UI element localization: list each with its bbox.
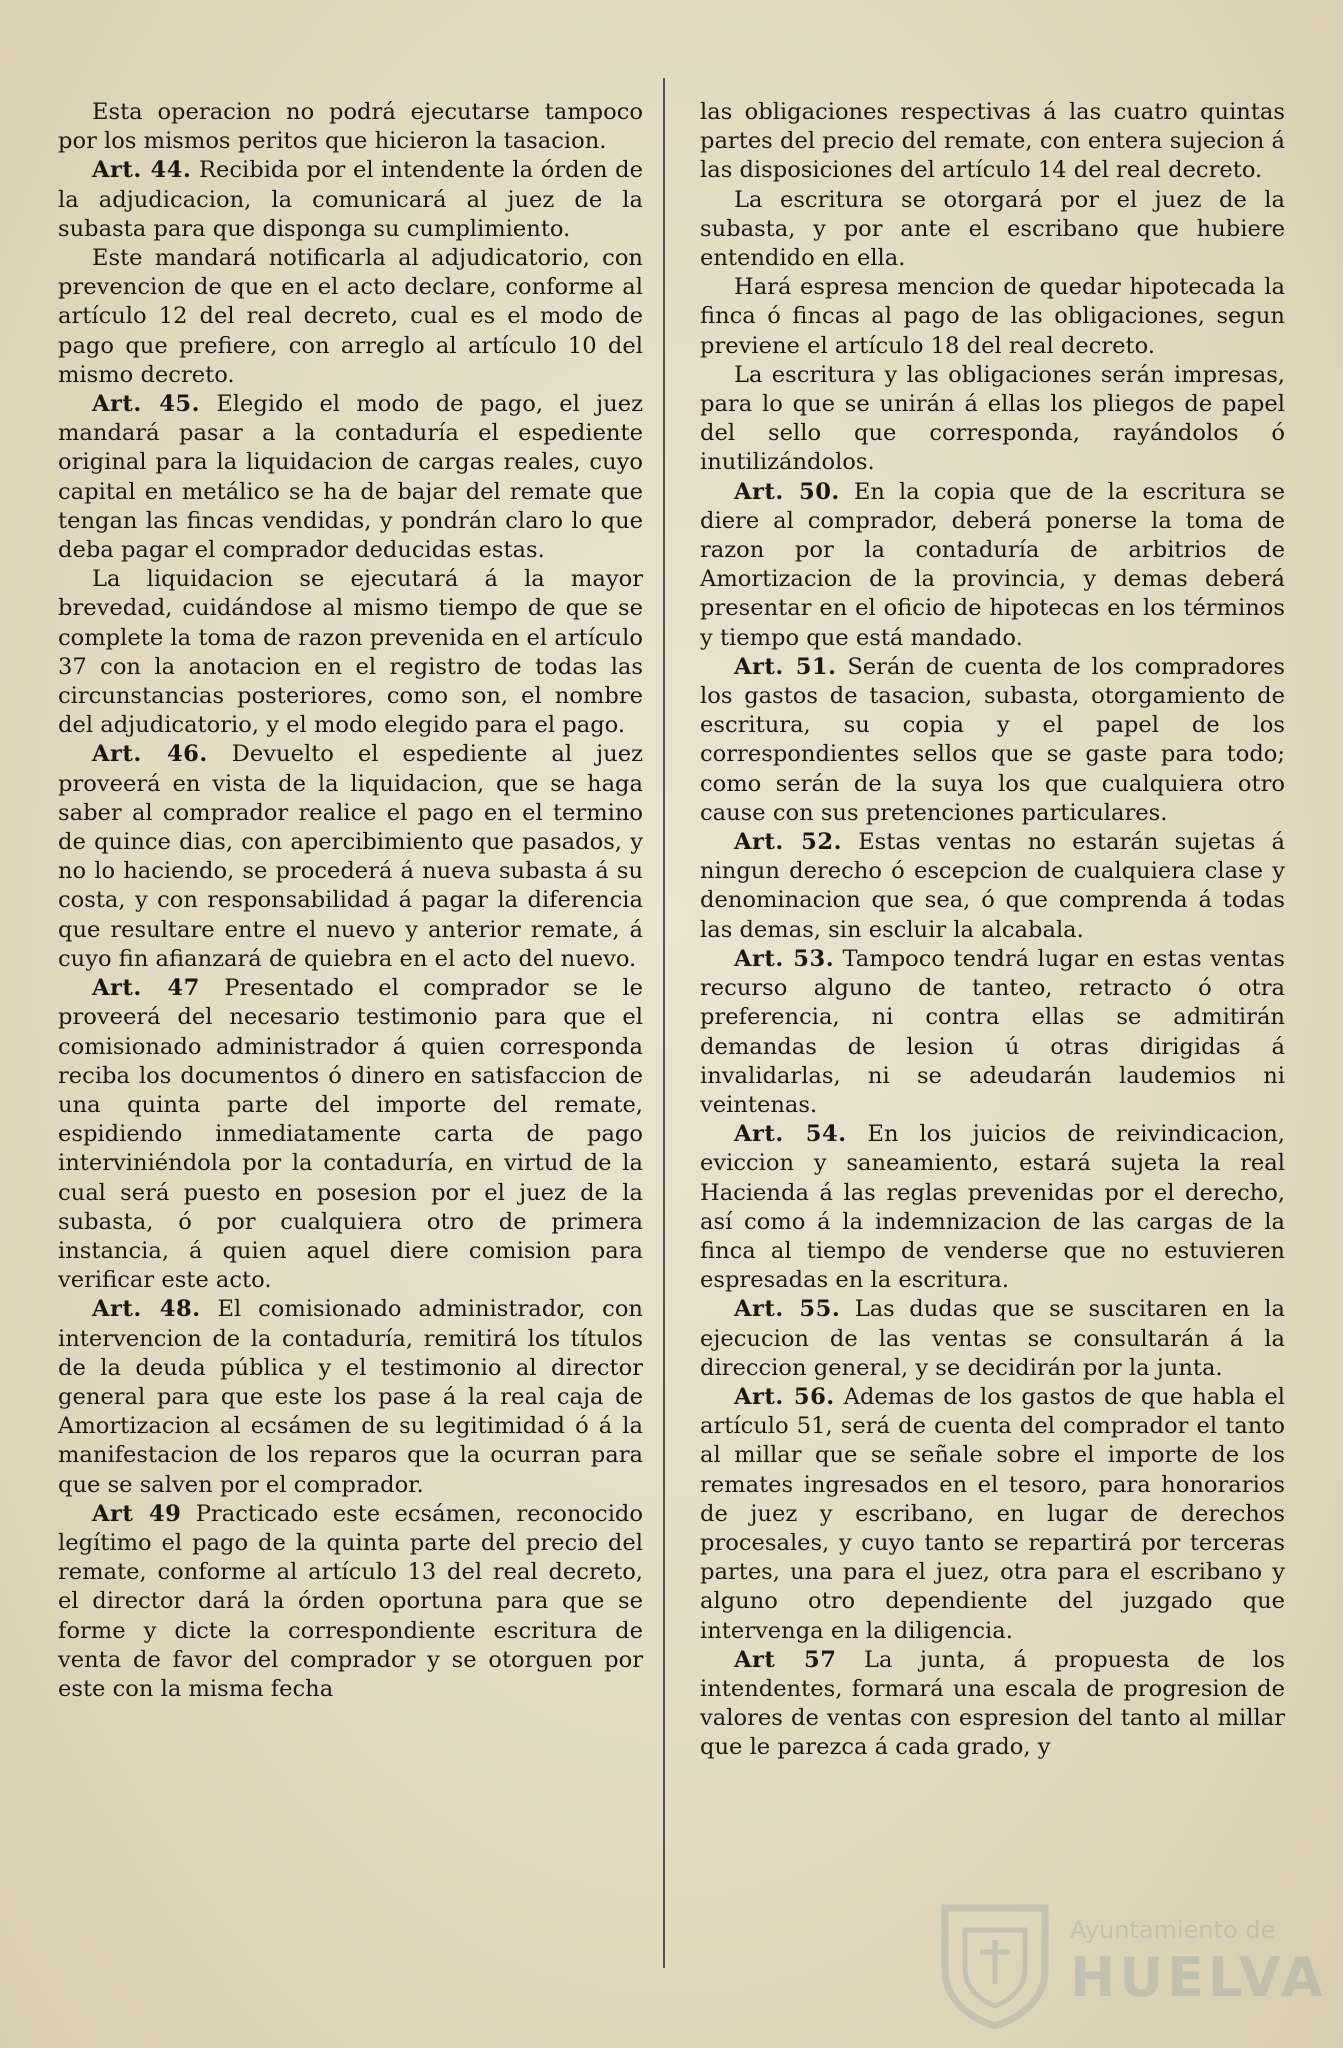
paragraph	[700, 186, 1285, 274]
paragraph-text: Presentado el comprador se le proveerá del necesario testimonio para que el comisionado administrador á quien corresponda reciba los documentos ó dinero en satisfaccion de una quinta parte del importe del remate, espidiendo inmediatamente carta de pago interviniéndola por la contaduría, en virtud de la cual será puesto en posesion por el juez de la subasta, ó por cualquiera otro de primera instancia, á quien aquel diere comision para verificar este acto.	[58, 975, 643, 1294]
paragraph-text: Devuelto el espediente al juez proveerá en vista de la liquidacion, que se haga saber al comprador realice el pago en el termino de quince dias, con apercibimiento que pasados, y no lo haciendo, se procederá á nueva subasta á su costa, y con responsabilidad á pagar la diferencia que resultare entre el nuevo y anterior remate, á cuyo fin afianzará de quiebra en el acto del nuevo.	[58, 741, 643, 972]
paragraph-text: Este mandará notificarla al adjudicatorio, con prevencion de que en el acto declare, conforme al artículo 12 del real decreto, cual es el modo de pago que prefiere, con arreglo al artículo 10 del mismo decreto.	[58, 245, 643, 388]
column-divider	[663, 78, 665, 1968]
article-label: Art. 50.	[734, 478, 840, 505]
watermark-bottom-text: HUELVA	[1070, 1946, 1327, 2009]
paragraph	[700, 1383, 1285, 1646]
left-column	[58, 98, 643, 1704]
paragraph-text: La escritura se otorgará por el juez de la subasta, y por ante el escribano que hubiere entendido en ella.	[700, 186, 1285, 272]
paragraph	[700, 828, 1285, 945]
paragraph	[700, 945, 1285, 1120]
article-label: Art. 53.	[734, 945, 835, 972]
paragraph	[700, 273, 1285, 361]
article-label: Art 57	[734, 1646, 837, 1673]
article-label: Art. 45.	[92, 391, 201, 418]
shield-icon	[935, 1900, 1055, 2030]
paragraph	[58, 740, 643, 974]
paragraph-text: La liquidacion se ejecutará á la mayor brevedad, cuidándose al mismo tiempo de que se complete la toma de razon prevenida en el artículo 37 con la anotacion en el registro de todas las circunstancias posteriores, como son, el nombre del adjudicatorio, y el modo elegido para el pago.	[58, 566, 643, 739]
paragraph	[58, 244, 643, 390]
paragraph	[700, 1295, 1285, 1383]
paragraph-text: Ademas de los gastos de que habla el artículo 51, será de cuenta del comprador el tanto al millar que se señale sobre el importe de los remates ingresados en el tesoro, para honorarios de juez y escribano, en lugar de derechos procesales, y cuyo tanto se repartirá por terceras partes, una para el juez, otra para el escribano y alguno otro dependiente del juzgado que intervenga en la diligencia.	[700, 1383, 1285, 1644]
paragraph	[58, 565, 643, 740]
paragraph	[58, 98, 643, 156]
article-label: Art. 46.	[92, 741, 208, 768]
article-label: Art 49	[92, 1500, 182, 1527]
paragraph	[700, 98, 1285, 186]
paragraph-text: Practicado este ecsámen, reconocido legítimo el pago de la quinta parte del precio del remate, conforme al artículo 13 del real decreto, el director dará la órden oportuna para que se forme y dicte la correspondiente escritura de venta de favor del comprador y se otorguen por este con la misma fecha	[58, 1500, 643, 1702]
paragraph-text: La junta, á propuesta de los intendentes, formará una escala de progresion de valores de ventas con espresion del tanto al millar que le parezca á cada grado, y	[700, 1646, 1285, 1761]
paragraph-text: En los juicios de reivindicacion, eviccion y saneamiento, estará sujeta la real Hacienda á las reglas prevenidas por el derecho, así como á la indemnizacion de las cargas de la finca al tiempo de venderse que no estuvieren espresadas en la escritura.	[700, 1121, 1285, 1294]
paragraph	[58, 1295, 643, 1499]
paragraph	[700, 1646, 1285, 1763]
paragraph-text: Elegido el modo de pago, el juez mandará pasar a la contaduría el espediente original para la liquidacion de cargas reales, cuyo capital en metálico se ha de bajar del remate que tengan las fincas vendidas, y pondrán claro lo que deba pagar el comprador deducidas estas.	[58, 391, 643, 564]
paragraph-text: El comisionado administrador, con intervencion de la contaduría, remitirá los títulos de la deuda pública y el testimonio al director general para que este los pase á la real caja de Amortizacion al ecsámen de su legitimidad ó á la manifestacion de los reparos que la ocurran para que se salven por el comprador.	[58, 1296, 643, 1498]
paragraph	[58, 390, 643, 565]
huelva-watermark	[935, 1900, 1327, 2030]
paragraph-text: En la copia que de la escritura se diere al comprador, deberá ponerse la toma de razon por la contaduría de arbitrios de Amortizacion de la provincia, y demas deberá presentar en el oficio de hipotecas en los términos y tiempo que está mandado.	[700, 478, 1285, 651]
article-label: Art. 52.	[734, 829, 842, 856]
paragraph	[700, 361, 1285, 478]
paragraph-text: Estas ventas no estarán sujetas á ningun derecho ó escepcion de cualquiera clase y denominacion que sea, ó que comprenda á todas las demas, sin escluir la alcabala.	[700, 829, 1285, 943]
article-label: Art. 51.	[734, 653, 837, 680]
paragraph-text: Serán de cuenta de los compradores los gastos de tasacion, subasta, otorgamiento de escritura, su copia y el papel de los correspondientes sellos que se gaste para todo; como serán de la suya los que cualquiera otro cause con sus pretenciones particulares.	[700, 653, 1285, 826]
paragraph	[700, 653, 1285, 828]
paragraph-text: Las dudas que se suscitaren en la ejecucion de las ventas se consultarán á la direccion general, y se decidirán por la junta.	[700, 1296, 1285, 1381]
paragraph	[58, 1500, 643, 1704]
paragraph	[700, 1120, 1285, 1295]
paragraph-text: las obligaciones respectivas á las cuatro quintas partes del precio del remate, con entera sujecion á las disposiciones del artículo 14 del real decreto.	[700, 99, 1285, 184]
paragraph-text: La escritura y las obligaciones serán impresas, para lo que se unirán á ellas los pliegos de papel del sello que corresponda, rayándolos ó inutilizándolos.	[700, 361, 1285, 476]
right-column	[700, 98, 1285, 1763]
article-label: Art. 55.	[734, 1296, 841, 1323]
paragraph-text: Hará espresa mencion de quedar hipotecada la finca ó fincas al pago de las obligaciones, segun previene el artículo 18 del real decreto.	[700, 274, 1285, 359]
paragraph-text: Tampoco tendrá lugar en estas ventas recurso alguno de tanteo, retracto ó otra preferencia, ni contra ellas se admitirán demandas de lesion ú otras dirigidas á invalidarlas, ni se adeudarán laudemios ni veintenas.	[700, 945, 1285, 1118]
article-label: Art. 56.	[734, 1383, 835, 1410]
watermark-top-text: Ayuntamiento de	[1070, 1916, 1276, 1944]
article-label: Art. 48.	[92, 1296, 201, 1323]
paragraph-text: Esta operacion no podrá ejecutarse tampoco por los mismos peritos que hicieron la tasacion.	[58, 99, 643, 155]
article-label: Art. 44.	[92, 157, 192, 184]
paragraph	[58, 156, 643, 244]
paragraph-text: Recibida por el intendente la órden de la adjudicacion, la comunicará al juez de la subasta para que disponga su cumplimiento.	[58, 157, 643, 242]
paragraph	[700, 478, 1285, 653]
article-label: Art. 47	[92, 975, 200, 1002]
paragraph	[58, 974, 643, 1295]
article-label: Art. 54.	[734, 1121, 847, 1148]
